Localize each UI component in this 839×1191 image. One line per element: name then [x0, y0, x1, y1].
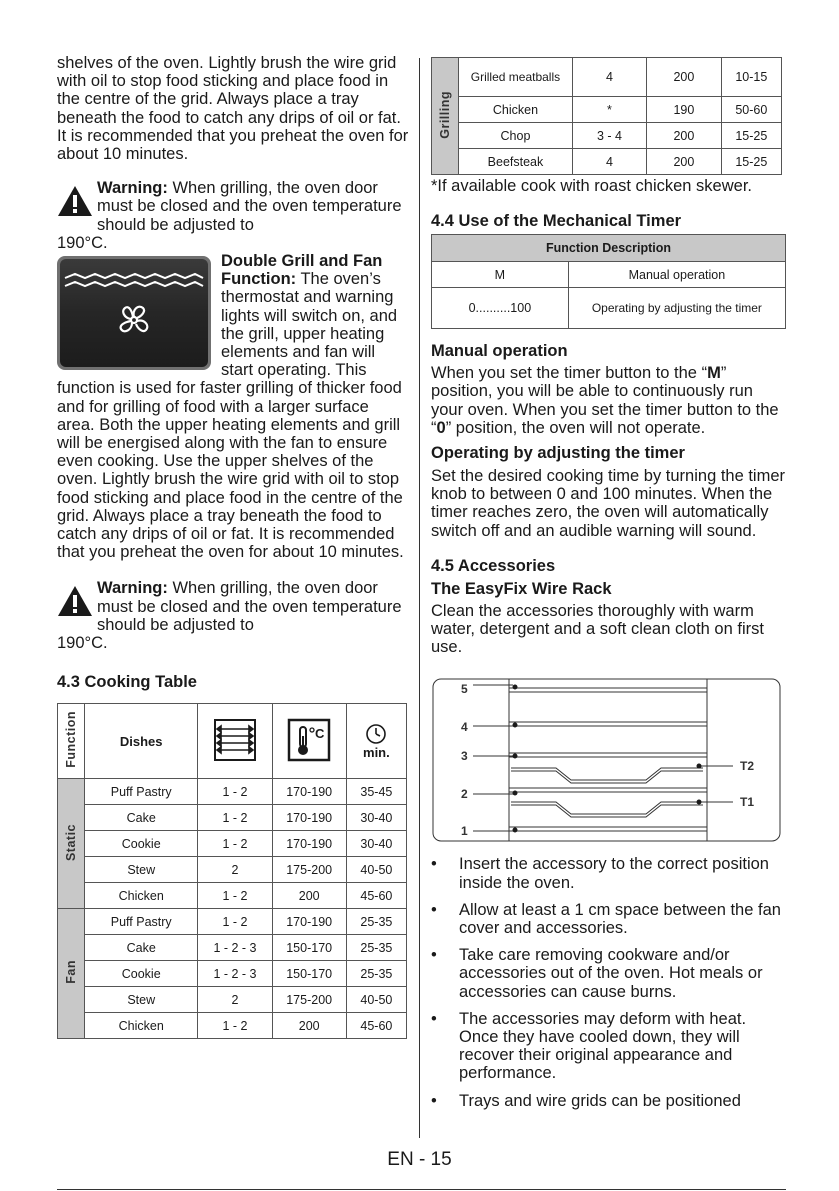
table-cell: 25-35 — [346, 961, 406, 987]
table-row — [58, 779, 407, 805]
table-cell: 1 - 2 — [198, 831, 272, 857]
rack-label: T2 — [740, 759, 755, 774]
table-cell: 0..........100 — [432, 288, 569, 329]
table-cell: 1 - 2 - 3 — [198, 961, 272, 987]
rack-label: T1 — [740, 795, 755, 810]
table-cell: 25-35 — [346, 935, 406, 961]
table-cell: 1 - 2 — [198, 1013, 272, 1039]
bullet-icon: • — [431, 1091, 437, 1110]
shelf-label: 2 — [461, 787, 468, 802]
double-grill-fan-icon — [57, 256, 211, 370]
table-cell: 170-190 — [272, 779, 346, 805]
table-cell: 1 - 2 — [198, 779, 272, 805]
list-item — [431, 946, 786, 1001]
table-cell: 1 - 2 — [198, 883, 272, 909]
table-cell: 3 - 4 — [572, 123, 646, 149]
warning-end: 190°C. — [57, 233, 108, 252]
warning-text: When grilling, the oven door must be closed and the oven temperature should be adjusted to — [97, 179, 402, 234]
table-row — [432, 123, 782, 149]
function-group: Fan — [58, 909, 85, 1039]
table-row — [58, 909, 407, 935]
bullet-text: Allow at least a 1 cm space between the fan cover and accessories. — [459, 900, 781, 938]
table-cell: Cookie — [85, 831, 198, 857]
table-cell: Chicken — [85, 883, 198, 909]
clock-icon — [364, 723, 388, 745]
table-row — [58, 805, 407, 831]
table-cell: 45-60 — [346, 1013, 406, 1039]
footer-rule — [57, 1189, 786, 1190]
list-item — [431, 901, 786, 937]
dgf-text: The oven’s thermostat and warning lights will switch on, and the grill, upper heating elements and fan will start operating. This function is used for faster grilling of thicker food and for grilling of food with a larger surface area. Both the upper heating elements and grill will be energised along with the fan to ensure even cooking. Use the upper shelves of the oven. Lightly brush the wire grid with oil to stop food sticking and place food in the centre of the grid. Always place a tray beneath the food to catch any drips of oil or fat. It is recommended that you preheat the oven for about 10 minutes. — [57, 270, 404, 562]
left-column — [57, 54, 409, 1039]
min-label: min. — [363, 744, 390, 760]
table-cell: Stew — [85, 987, 198, 1013]
table-cell: 200 — [647, 58, 721, 97]
table-cell: Grilled meatballs — [459, 58, 573, 97]
shelf-label: 4 — [461, 720, 468, 735]
warning-2 — [57, 579, 409, 652]
table-cell: 10-15 — [721, 58, 781, 97]
table-cell: Beefsteak — [459, 149, 573, 175]
table-cell: 200 — [272, 883, 346, 909]
adjust-timer-title: Operating by adjusting the timer — [431, 444, 685, 463]
bullet-text: Insert the accessory to the correct position inside the oven. — [459, 855, 769, 892]
bullet-icon: • — [431, 946, 437, 965]
warning-text: When grilling, the oven door must be closed and the oven temperature should be adjusted to — [97, 579, 402, 634]
table-cell: 190 — [647, 97, 721, 123]
shelf-label: 1 — [461, 824, 468, 839]
table-cell: Manual operation — [568, 262, 785, 288]
table-cell: 170-190 — [272, 805, 346, 831]
table-row — [432, 58, 782, 97]
table-cell: 170-190 — [272, 909, 346, 935]
bullet-icon: • — [431, 1009, 437, 1028]
right-column — [431, 57, 786, 1110]
bullet-text: Take care removing cookware and/or accessories out of the oven. Hot meals or accessories can cause burns. — [459, 946, 763, 1001]
thermometer-icon — [287, 718, 331, 762]
table-cell: 15-25 — [721, 149, 781, 175]
table-cell: 150-170 — [272, 935, 346, 961]
function-group: Static — [58, 779, 85, 909]
table-cell: 30-40 — [346, 831, 406, 857]
wire-rack-diagram — [431, 676, 786, 846]
double-grill-section — [57, 252, 409, 561]
table-cell: 170-190 — [272, 831, 346, 857]
time-header — [346, 704, 406, 779]
table-row — [432, 149, 782, 175]
column-divider — [419, 58, 420, 1138]
table-cell: M — [432, 262, 569, 288]
table-cell: 30-40 — [346, 805, 406, 831]
bullet-text: The accessories may deform with heat. Once they have cooled down, they will recover their original appearance and performance. — [459, 1009, 747, 1083]
table-row — [58, 987, 407, 1013]
warning-icon — [57, 185, 93, 217]
table-cell: 2 — [198, 857, 272, 883]
list-item — [431, 855, 786, 891]
table-cell: Chicken — [459, 97, 573, 123]
table-cell: 200 — [272, 1013, 346, 1039]
table-cell: Chop — [459, 123, 573, 149]
table-cell: Chicken — [85, 1013, 198, 1039]
table-cell: 2 — [198, 987, 272, 1013]
table-row — [58, 935, 407, 961]
table-cell: Stew — [85, 857, 198, 883]
table-cell: 40-50 — [346, 987, 406, 1013]
accessories-bullets — [431, 855, 786, 1109]
table-cell: Cake — [85, 805, 198, 831]
table-cell: 25-35 — [346, 909, 406, 935]
warning-label: Warning: — [97, 579, 168, 598]
table-cell: 200 — [647, 123, 721, 149]
table-cell: Puff Pastry — [85, 909, 198, 935]
table-row — [432, 97, 782, 123]
temperature-header — [272, 704, 346, 779]
dishes-header: Dishes — [85, 704, 198, 779]
table-row — [58, 831, 407, 857]
table-cell: 50-60 — [721, 97, 781, 123]
table-cell: 4 — [572, 58, 646, 97]
accessories-title: 4.5 Accessories — [431, 556, 556, 575]
warning-label: Warning: — [97, 179, 168, 198]
bullet-icon: • — [431, 900, 437, 919]
table-cell: 200 — [647, 149, 721, 175]
bullet-icon: • — [431, 855, 437, 874]
svg-text:C: C — [315, 725, 325, 741]
table-cell: 150-170 — [272, 961, 346, 987]
cooking-table — [57, 703, 407, 1039]
table-row — [58, 883, 407, 909]
table-row — [432, 262, 786, 288]
wire-rack-title: The EasyFix Wire Rack — [431, 579, 612, 598]
grilling-footnote: *If available cook with roast chicken skewer. — [431, 177, 752, 195]
adjust-timer-text: Set the desired cooking time by turning the timer knob to between 0 and 100 minutes. When the timer reaches zero, the oven will automatically switch off and an audible warning will sound. — [431, 467, 786, 540]
manual-operation-text: When you set the timer button to the “M” position, you will be able to continuously run your oven. When you set the timer button to the “0” position, the oven will not operate. — [431, 364, 779, 437]
manual-operation-title: Manual operation — [431, 342, 568, 361]
table-cell: 40-50 — [346, 857, 406, 883]
table-cell: Operating by adjusting the timer — [568, 288, 785, 329]
list-item — [431, 1092, 786, 1110]
intro-paragraph: shelves of the oven. Lightly brush the wire grid with oil to stop food sticking and place food in the centre of the grid. Always place a tray beneath the food to catch any drips of oil or fat. It is recommended that you preheat the oven for about 10 minutes. — [57, 54, 409, 164]
table-cell: 45-60 — [346, 883, 406, 909]
list-item — [431, 1010, 786, 1083]
table-row — [58, 961, 407, 987]
accessories-text: Clean the accessories thoroughly with warm water, detergent and a soft clean cloth on first use. — [431, 601, 764, 657]
grilling-table — [431, 57, 782, 175]
table-cell: 15-25 — [721, 123, 781, 149]
table-row — [58, 1013, 407, 1039]
page-number: EN - 15 — [387, 1149, 452, 1170]
cooking-table-title: 4.3 Cooking Table — [57, 673, 197, 692]
timer-title: 4.4 Use of the Mechanical Timer — [431, 212, 682, 231]
table-cell: 4 — [572, 149, 646, 175]
table-cell: Cookie — [85, 961, 198, 987]
dgf-title: Double Grill and Fan Function: — [221, 252, 383, 289]
shelf-label: 5 — [461, 682, 468, 697]
warning-1 — [57, 179, 409, 252]
table-cell: 1 - 2 - 3 — [198, 935, 272, 961]
shelf-position-header — [198, 704, 272, 779]
function-group: Grilling — [432, 58, 459, 175]
shelf-position-icon — [213, 718, 257, 762]
timer-table — [431, 234, 786, 329]
warning-icon — [57, 585, 93, 617]
warning-end: 190°C. — [57, 634, 108, 653]
table-cell: 35-45 — [346, 779, 406, 805]
shelf-label: 3 — [461, 749, 468, 764]
table-row — [58, 857, 407, 883]
table-cell: 1 - 2 — [198, 805, 272, 831]
table-cell: 175-200 — [272, 857, 346, 883]
table-row — [432, 288, 786, 329]
table-cell: Cake — [85, 935, 198, 961]
table-cell: 1 - 2 — [198, 909, 272, 935]
table-cell: Puff Pastry — [85, 779, 198, 805]
timer-table-header: Function Description — [432, 235, 786, 262]
bullet-text: Trays and wire grids can be positioned — [459, 1091, 741, 1110]
function-header: Function — [58, 704, 85, 779]
table-cell: 175-200 — [272, 987, 346, 1013]
table-cell: * — [572, 97, 646, 123]
